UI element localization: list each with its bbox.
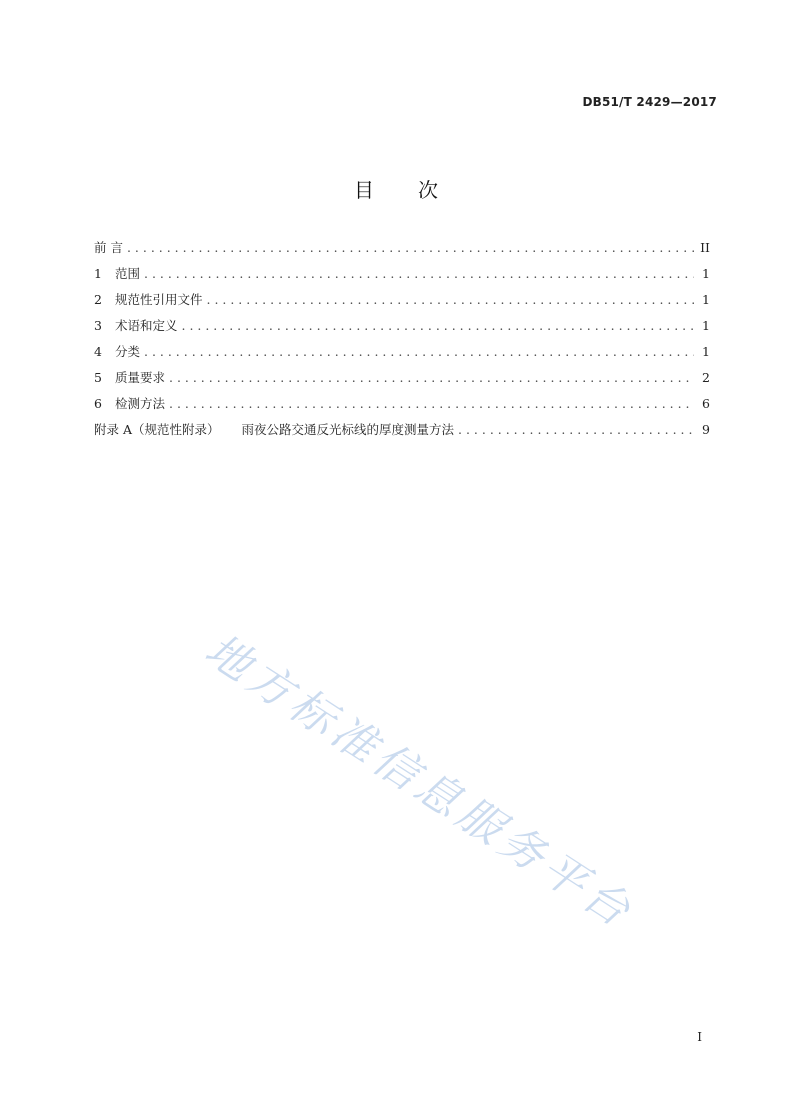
toc-list	[94, 238, 710, 446]
toc-entry-label: 术语和定义	[115, 318, 178, 333]
toc-entry-label: 检测方法	[115, 396, 166, 411]
toc-entry-normative-references[interactable]	[94, 290, 710, 316]
toc-entry-page: 1	[702, 344, 710, 359]
toc-entry-number: 6	[94, 396, 102, 411]
toc-entry-label: 质量要求	[115, 370, 166, 385]
toc-leader-dots	[144, 342, 694, 362]
toc-entry-number: 1	[94, 266, 102, 281]
toc-entry-page: 2	[702, 370, 710, 385]
toc-entry-label: 分类	[115, 344, 141, 359]
toc-entry-page: 1	[702, 292, 710, 307]
toc-entry-number: 4	[94, 344, 102, 359]
toc-entry-number: 2	[94, 292, 102, 307]
watermark-text: 地方标准信息服务平台	[195, 624, 644, 940]
toc-entry-scope[interactable]	[94, 264, 710, 290]
toc-leader-dots	[144, 264, 694, 284]
toc-title-char-1: 目	[354, 178, 374, 202]
toc-entry-annex-a[interactable]	[94, 420, 710, 446]
toc-leader-dots	[207, 290, 694, 310]
toc-entry-page: II	[700, 240, 710, 255]
toc-leader-dots	[169, 368, 694, 388]
toc-entry-foreword[interactable]	[94, 238, 710, 264]
toc-entry-label: 规范性引用文件	[115, 292, 203, 307]
page-number: I	[697, 1030, 702, 1044]
toc-entry-label	[94, 420, 454, 440]
toc-entry-test-methods[interactable]	[94, 394, 710, 420]
toc-entry-number: 3	[94, 318, 102, 333]
toc-entry-page: 1	[702, 318, 710, 333]
toc-entry-classification[interactable]	[94, 342, 710, 368]
annex-designation: 附录 A（规范性附录）	[94, 422, 220, 437]
toc-entry-terms-definitions[interactable]	[94, 316, 710, 342]
toc-entry-page: 1	[702, 266, 710, 281]
toc-entry-label: 前 言	[94, 240, 123, 255]
document-code: DB51/T 2429—2017	[582, 95, 717, 109]
toc-entry-quality-requirements[interactable]	[94, 368, 710, 394]
toc-leader-dots	[182, 316, 694, 336]
toc-title-char-2: 次	[418, 178, 438, 202]
toc-entry-label: 范围	[115, 266, 141, 281]
toc-leader-dots	[169, 394, 694, 414]
toc-entry-number: 5	[94, 370, 102, 385]
toc-leader-dots	[127, 238, 694, 258]
toc-entry-page: 6	[702, 396, 710, 411]
toc-entry-page: 9	[702, 422, 710, 437]
toc-title	[0, 174, 792, 203]
toc-leader-dots	[458, 420, 694, 440]
annex-title: 雨夜公路交通反光标线的厚度测量方法	[241, 422, 455, 437]
